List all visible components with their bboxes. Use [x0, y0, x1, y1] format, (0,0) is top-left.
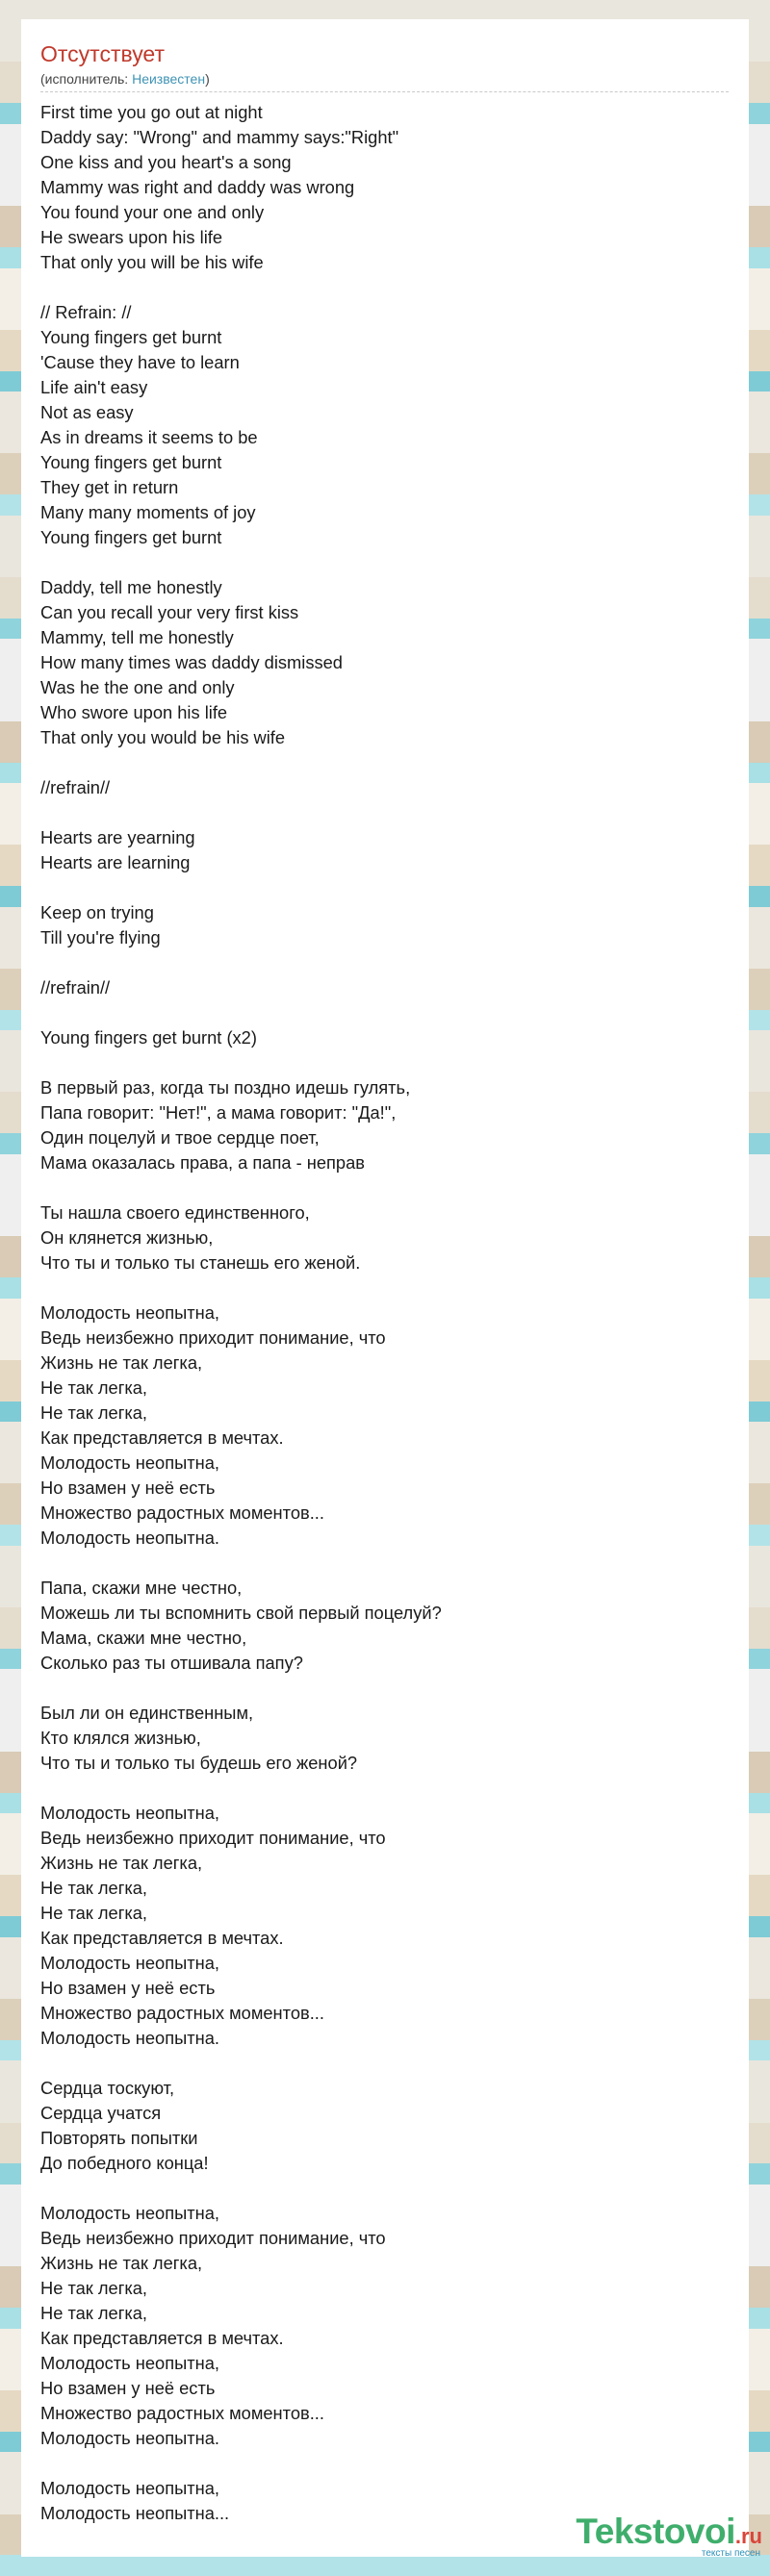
lyric-line: //refrain//: [40, 977, 111, 998]
song-title: Отсутствует: [40, 41, 165, 66]
lyric-line: Множество радостных моментов...: [40, 2003, 324, 2023]
lyric-line: That only you would be his wife: [40, 727, 286, 747]
lyric-line: Не так легка,: [40, 1903, 148, 1923]
lyrics-card: [21, 19, 749, 2557]
lyric-line: [40, 275, 730, 300]
lyric-line: Молодость неопытна,: [40, 1452, 219, 1473]
lyric-line: Молодость неопытна,: [40, 2353, 219, 2373]
lyric-line: Ведь неизбежно приходит понимание, что: [40, 1828, 386, 1848]
lyric-line: How many times was daddy dismissed: [40, 652, 343, 672]
lyric-line: Mammy was right and daddy was wrong: [40, 177, 355, 197]
lyric-line: Молодость неопытна,: [40, 1302, 219, 1323]
lyric-line: First time you go out at night: [40, 102, 263, 122]
lyric-line: [40, 2451, 730, 2476]
lyric-line: Was he the one and only: [40, 677, 235, 697]
lyric-line: Не так легка,: [40, 1402, 148, 1423]
lyric-line: Не так легка,: [40, 2278, 148, 2298]
lyric-line: Не так легка,: [40, 1377, 148, 1398]
lyric-line: Life ain't easy: [40, 377, 148, 397]
lyric-line: Но взамен у неё есть: [40, 2378, 216, 2398]
lyric-line: Сердца учатся: [40, 2103, 162, 2123]
lyric-line: Один поцелуй и твое сердце поет,: [40, 1127, 320, 1148]
lyric-line: [40, 1676, 730, 1701]
lyric-line: You found your one and only: [40, 202, 265, 222]
lyric-line: [40, 800, 730, 825]
lyric-line: Till you're flying: [40, 927, 161, 947]
lyric-line: [40, 1000, 730, 1025]
lyric-line: [40, 1551, 730, 1576]
lyric-line: // Refrain: //: [40, 302, 132, 322]
lyric-line: Жизнь не так легка,: [40, 2253, 203, 2273]
lyric-line: Множество радостных моментов...: [40, 2403, 324, 2423]
lyric-line: He swears upon his life: [40, 227, 222, 247]
lyric-line: Many many moments of joy: [40, 502, 256, 522]
lyric-line: Молодость неопытна.: [40, 2428, 219, 2448]
lyric-line: Hearts are yearning: [40, 827, 195, 847]
lyric-line: В первый раз, когда ты поздно идешь гулять,: [40, 1077, 411, 1098]
lyric-line: Young fingers get burnt: [40, 327, 222, 347]
lyric-line: [40, 950, 730, 975]
lyric-line: 'Cause they have to learn: [40, 352, 240, 372]
lyric-line: [40, 1776, 730, 1801]
lyric-line: //refrain//: [40, 777, 111, 797]
lyric-line: [40, 1275, 730, 1301]
lyric-line: Daddy, tell me honestly: [40, 577, 222, 597]
lyrics-text: [40, 100, 730, 2526]
lyric-line: Молодость неопытна,: [40, 2203, 219, 2223]
lyric-line: One kiss and you heart's a song: [40, 152, 292, 172]
lyric-line: [40, 2051, 730, 2076]
lyric-line: Как представляется в мечтах.: [40, 2328, 284, 2348]
lyric-line: [40, 550, 730, 575]
lyric-line: Папа говорит: "Нет!", а мама говорит: "Да!",: [40, 1102, 397, 1123]
lyric-line: Не так легка,: [40, 2303, 148, 2323]
site-logo[interactable]: [576, 2513, 762, 2559]
meta-suffix: ): [205, 71, 210, 87]
lyric-line: That only you will be his wife: [40, 252, 264, 272]
lyric-line: Но взамен у неё есть: [40, 1978, 216, 1998]
lyric-line: Young fingers get burnt: [40, 452, 222, 472]
lyric-line: [40, 875, 730, 900]
lyric-line: Сколько раз ты отшивала папу?: [40, 1653, 303, 1673]
lyric-line: Сердца тоскуют,: [40, 2078, 175, 2098]
lyric-line: Ведь неизбежно приходит понимание, что: [40, 2228, 386, 2248]
lyric-line: Young fingers get burnt (x2): [40, 1027, 257, 1048]
lyric-line: Мама оказалась права, а папа - неправ: [40, 1152, 365, 1173]
lyric-line: Что ты и только ты станешь его женой.: [40, 1252, 361, 1273]
lyric-line: Жизнь не так легка,: [40, 1853, 203, 1873]
lyric-line: Как представляется в мечтах.: [40, 1928, 284, 1948]
lyric-line: До победного конца!: [40, 2153, 209, 2173]
lyric-line: Not as easy: [40, 402, 134, 422]
lyric-line: Молодость неопытна.: [40, 2028, 219, 2048]
lyric-line: Mammy, tell me honestly: [40, 627, 234, 647]
lyric-line: [40, 1050, 730, 1075]
logo-word: Tekstovoi: [576, 2512, 735, 2551]
lyric-line: Повторять попытки: [40, 2128, 198, 2148]
lyric-line: Ты нашла своего единственного,: [40, 1202, 310, 1223]
lyric-line: [40, 750, 730, 775]
lyric-line: Молодость неопытна,: [40, 1953, 219, 1973]
lyric-line: Молодость неопытна...: [40, 2503, 230, 2523]
lyric-line: Ведь неизбежно приходит понимание, что: [40, 1327, 386, 1348]
lyric-line: Папа, скажи мне честно,: [40, 1578, 243, 1598]
lyric-line: Не так легка,: [40, 1878, 148, 1898]
lyric-line: As in dreams it seems to be: [40, 427, 258, 447]
meta-prefix: (исполнитель:: [40, 71, 133, 87]
lyric-line: Был ли он единственным,: [40, 1703, 254, 1723]
lyric-line: Who swore upon his life: [40, 702, 228, 722]
lyric-line: Мама, скажи мне честно,: [40, 1628, 247, 1648]
lyric-line: Кто клялся жизнью,: [40, 1728, 201, 1748]
lyric-line: Молодость неопытна,: [40, 1803, 219, 1823]
lyric-line: They get in return: [40, 477, 179, 497]
lyric-line: Множество радостных моментов...: [40, 1503, 324, 1523]
lyric-line: Он клянется жизнью,: [40, 1227, 214, 1248]
song-meta: [40, 70, 730, 88]
lyric-line: [40, 1175, 730, 1200]
lyric-line: Жизнь не так легка,: [40, 1352, 203, 1373]
lyric-line: Can you recall your very first kiss: [40, 602, 299, 622]
lyric-line: Молодость неопытна.: [40, 1528, 219, 1548]
artist-link[interactable]: Неизвестен: [132, 71, 206, 87]
lyric-line: Но взамен у неё есть: [40, 1477, 216, 1498]
lyric-line: Что ты и только ты будешь его женой?: [40, 1753, 358, 1773]
lyric-line: Как представляется в мечтах.: [40, 1427, 284, 1448]
logo-tagline: тексты песен: [701, 2548, 760, 2559]
logo-tld: .ru: [734, 2524, 762, 2548]
lyric-line: [40, 2176, 730, 2201]
lyric-line: Hearts are learning: [40, 852, 191, 872]
lyric-line: Keep on trying: [40, 902, 154, 922]
lyric-line: Молодость неопытна,: [40, 2478, 219, 2498]
lyric-line: Daddy say: "Wrong" and mammy says:"Right": [40, 127, 399, 147]
lyric-line: Можешь ли ты вспомнить свой первый поцелуй?: [40, 1603, 442, 1623]
lyric-line: Young fingers get burnt: [40, 527, 222, 547]
header-divider: [40, 91, 729, 92]
